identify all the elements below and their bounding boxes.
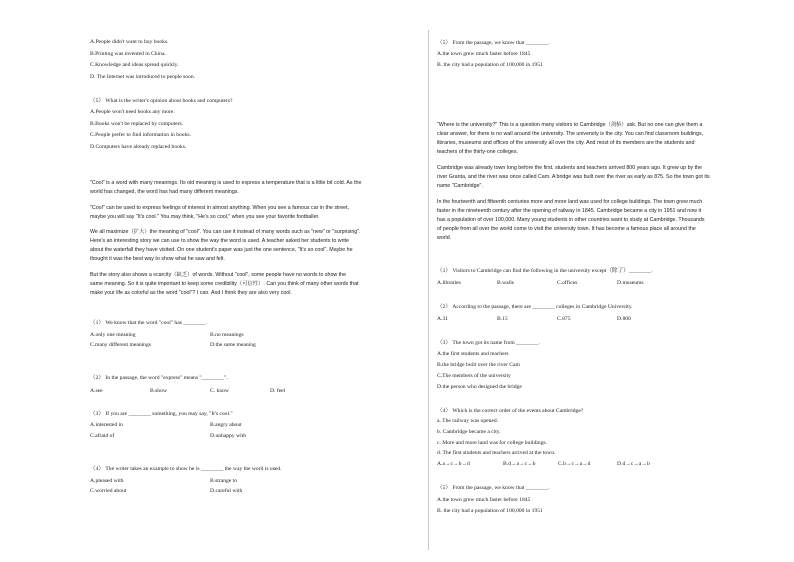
question-4-stem: （4） The writer takes an example to show he is ________ the way the word is used. xyxy=(90,466,282,472)
option-a: A.the town grew much faster before 1845 xyxy=(437,51,531,57)
passage-line: Cambridge was already town long before the first, students and teachers arrived 800 years ago. It grew up by the xyxy=(437,165,702,171)
passage-line: maybe you will say "It's cool." You may think, "He's so cool," when you see your favorite footballer. xyxy=(90,214,320,220)
column-divider xyxy=(428,30,429,550)
option-b: B.strange to xyxy=(210,478,238,484)
passage-line: world. xyxy=(437,235,452,241)
option-a: A.People won't need books any more. xyxy=(90,109,175,115)
passage-line: same meaning. So it is quite important to keep some credibility（可信性）. Can you think of many other words that xyxy=(90,281,359,287)
option-c: C. know xyxy=(210,388,229,394)
question-2-stem: （2） According to the passage, there are ________ colleges in Cambridge University. xyxy=(437,304,633,310)
option-c: C.875 xyxy=(557,316,571,322)
event-b: b. Cambridge became a city. xyxy=(437,429,501,435)
question-3-stem: （3） The town got its name from ________. xyxy=(437,340,540,346)
passage-line: faster in the nineteenth century after the opening of railway in 1845. Cambridge became a city in 1951 and now it xyxy=(437,208,702,214)
option-a: A.31 xyxy=(437,316,449,322)
option-c: C.many different meanings xyxy=(90,342,151,348)
passage-line: of people from all over the world come to visit the university town. It has become a famous place all around the xyxy=(437,226,696,232)
option-b: B.the bridge built over the river Cam xyxy=(437,362,520,368)
event-a: a. The railway was opened. xyxy=(437,418,499,424)
option-c: C.Knowledge and ideas spread quickly. xyxy=(90,62,179,68)
passage-line: Here's an interesting story we can use to show the way the word is used. A teacher asked her students to write xyxy=(90,238,349,244)
passage-line: has a population of over 100,000. Many young students in other countries want to study at Cambridge. Thousands xyxy=(437,217,705,223)
question-5-stem: （5） From the passage, we know that ________. xyxy=(437,40,550,46)
option-a: A.the town grew much faster before 1845 xyxy=(437,497,531,503)
passage-line: "Where is the university?" This is a question many visitors to Cambridge（剑桥）ask. But no one can give them a xyxy=(437,122,703,128)
option-d: D.unhappy with xyxy=(210,433,247,439)
option-a: A.see xyxy=(90,388,103,394)
option-b: B.walls xyxy=(497,280,514,286)
option-b: B.Printing was invented in China. xyxy=(90,51,166,57)
option-d: D.the person who designed the bridge xyxy=(437,384,522,390)
option-d: D. The Internet was introduced to people soon. xyxy=(90,74,196,80)
passage-line: But the story also shows a scarcity（缺乏）of words. Without "cool", some people have no words to show the xyxy=(90,272,347,278)
passage-line: In the fourteenth and fifteenth centuries more and more land was used for college buildings. The town grew much xyxy=(437,199,703,205)
passage-line: river Granta, and the river was once called Cam. A bridge was built over the river as early as 875. So the town got its xyxy=(437,174,710,180)
option-c: C.The members of the university xyxy=(437,373,511,379)
event-c: c. More and more land was for college buildings. xyxy=(437,440,547,446)
option-c: C.afraid of xyxy=(90,433,115,439)
option-a: A.libraries xyxy=(437,280,461,286)
option-a: A.pleased with xyxy=(90,478,124,484)
question-2-stem: （2） In the passage, the word "express" means "________". xyxy=(90,375,228,381)
option-b: B.no meanings xyxy=(210,332,244,338)
option-d: D.careful with xyxy=(210,488,243,494)
option-c: C.worried about xyxy=(90,488,127,494)
option-b: B.angry about xyxy=(210,422,242,428)
passage-line: world has changed, the word has had many different meanings. xyxy=(90,189,239,195)
question-5-stem: （5） What is the writer's opinion about books and computers? xyxy=(90,98,233,104)
option-b: B.15 xyxy=(497,316,508,322)
option-d: D.800 xyxy=(617,316,631,322)
option-b: B.show xyxy=(150,388,167,394)
event-d: d. The first students and teachers arrived at the town. xyxy=(437,450,556,456)
option-a: A.a→c→b→d xyxy=(437,461,470,467)
option-d: D.the same meaning xyxy=(210,342,256,348)
question-5-stem: （5） From the passage, we know that ________. xyxy=(437,485,550,491)
passage-line: make your life as colorful as the word "cool"? I can. And I think they are also very cool. xyxy=(90,290,292,296)
passage-line: We all maximize（扩大）the meaning of "cool". You can use it instead of many words such as "new" or "surprising". xyxy=(90,229,361,235)
option-b: B. the city had a population of 100,000 in 1951 xyxy=(437,62,543,68)
passage-line: about the waterfall they have visited. On one student's paper was just the one sentence, "It's so cool". Maybe he xyxy=(90,247,353,253)
option-b: B.Books won't be replaced by computers. xyxy=(90,121,184,127)
passage-line: teachers of the thirty-one colleges. xyxy=(437,149,518,155)
option-a: A.only one meaning xyxy=(90,332,136,338)
option-d: D. feel xyxy=(270,388,286,394)
option-a: A.the first students and teachers xyxy=(437,351,509,357)
option-c: C.offices xyxy=(557,280,578,286)
passage-line: "Cool" is a word with many meanings. Its old meaning is used to express a temperature that is a little bit cold. As the xyxy=(90,180,362,186)
option-d: D.d→c→a→b xyxy=(617,461,650,467)
option-d: D.Computers have already replaced books. xyxy=(90,144,187,150)
passage-line: clear answer, for there is no wall around the university. The university is the city. You can find classroom buildings, xyxy=(437,131,704,137)
option-a: A.interested in xyxy=(90,422,123,428)
question-1-stem: （1） Visitors to Cambridge can find the following in the university except（除了）________. xyxy=(437,268,653,274)
option-b: B.d→a→c→b xyxy=(503,461,536,467)
passage-line: "Cool" can be used to express feelings of interest in almost anything. When you see a famous car in the street, xyxy=(90,205,350,211)
option-c: C.People prefer to find information in books. xyxy=(90,132,191,138)
option-a: A.People didn't want to buy books. xyxy=(90,39,169,45)
passage-line: libraries, museums and offices of the university all over the city. And most of its members are the students and xyxy=(437,140,695,146)
passage-line: thought it was the best way to show what he saw and felt. xyxy=(90,256,225,262)
option-b: B. the city had a population of 100,000 in 1951 xyxy=(437,508,543,514)
question-3-stem: （3） If you are ________ something, you may say, "It's cool." xyxy=(90,411,233,417)
option-c: C.b→c→a→d xyxy=(558,461,591,467)
option-d: D.museums xyxy=(617,280,644,286)
passage-line: name "Cambridge". xyxy=(437,183,483,189)
question-4-stem: （4） Which is the correct order of the events about Cambridge? xyxy=(437,408,584,414)
question-1-stem: （1） We know that the word "cool" has ________. xyxy=(90,320,208,326)
